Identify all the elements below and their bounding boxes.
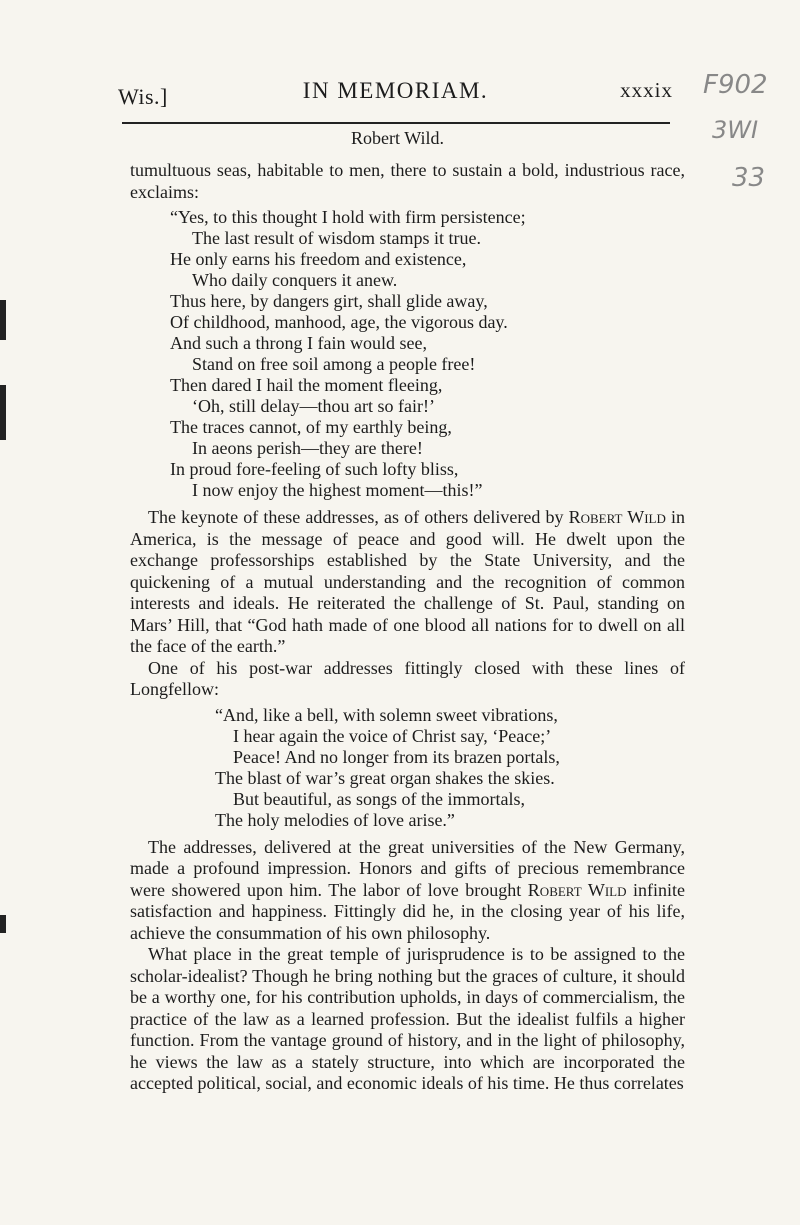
poem-line: I now enjoy the highest moment—this!” <box>192 480 483 500</box>
text-run: The keynote of these addresses, as of others delivered by <box>148 507 564 527</box>
poem-line: Of childhood, manhood, age, the vigorous day. <box>170 312 508 332</box>
paragraph <box>130 507 685 658</box>
running-header <box>118 78 673 112</box>
paragraph <box>130 837 685 945</box>
margin-mark <box>0 385 6 440</box>
poem-line: The holy melodies of love arise.” <box>215 809 455 830</box>
paragraph: tumultuous seas, habitable to men, there to sustain a bold, industrious race, exclaims: <box>130 160 685 202</box>
header-left: Wis.] <box>118 84 168 109</box>
poem-line: Peace! And no longer from its brazen portals, <box>233 746 560 767</box>
body-text <box>130 160 685 1095</box>
paragraph: What place in the great temple of jurisprudence is to be assigned to the scholar-idealist? Though he bring nothing but the graces of culture, it should be a worthy one, for his contribution upholds, in days of commercialism, the practice of the law as a learned profession. But the idealist fulfils a higher function. From the vantage ground of history, and in the light of philosophy, he views the law as a stately structure, into which are incorporated the accepted political, social, and economic ideals of his time. He thus correlates <box>130 944 685 1093</box>
longfellow-poem <box>130 705 685 831</box>
handwritten-note: 3WI <box>712 116 759 144</box>
poem-line: “Yes, to this thought I hold with firm persistence; <box>170 207 526 227</box>
poem-line: I hear again the voice of Christ say, ‘Peace;’ <box>233 725 552 746</box>
poem-line: Who daily conquers it anew. <box>192 270 398 290</box>
margin-mark <box>0 915 6 933</box>
header-title: IN MEMORIAM. <box>302 78 489 103</box>
poem-line: “And, like a bell, with solemn sweet vibrations, <box>215 704 558 725</box>
poem-line: ‘Oh, still delay—thou art so fair!’ <box>192 396 435 416</box>
poem-line: He only earns his freedom and existence, <box>170 249 467 269</box>
poem-line: And such a throng I fain would see, <box>170 333 427 353</box>
handwritten-note: 33 <box>732 163 766 193</box>
text-run: infinite satisfaction and happiness. Fittingly did he, in the closing year of his life, achieve the consummation of his own philosophy. <box>130 879 686 943</box>
poem-line: Then dared I hail the moment fleeing, <box>170 375 443 395</box>
poem-line: The last result of wisdom stamps it true. <box>192 228 481 248</box>
text-run: The addresses, delivered at the great universities of the New Germany, made a profound impression. Honors and gifts of precious remembrance were showered upon him. The labor of love brought <box>130 836 685 900</box>
page-number: xxxix <box>620 78 673 102</box>
poem-line: Stand on free soil among a people free! <box>192 354 476 374</box>
person-name: Robert Wild <box>527 879 627 900</box>
margin-mark <box>0 300 6 340</box>
paragraph: One of his post-war addresses fittingly closed with these lines of Longfellow: <box>130 657 685 699</box>
poem-line: The traces cannot, of my earthly being, <box>170 417 452 437</box>
poem-line: The blast of war’s great organ shakes the skies. <box>215 767 555 788</box>
text-run: in America, is the message of peace and good will. He dwelt upon the exchange professorships established by the State University, and the quickening of a mutual understanding and the recognition of common interests and ideals. He reiterated the challenge of St. Paul, standing on Mars’ Hill, that “God hath made of one blood all nations for to dwell on all the face of the earth.” <box>130 507 685 656</box>
poem-line: Thus here, by dangers girt, shall glide away, <box>170 291 488 311</box>
goethe-poem <box>130 207 685 501</box>
poem-line: In proud fore-feeling of such lofty bliss, <box>170 459 459 479</box>
handwritten-note: F902 <box>703 70 768 100</box>
person-name: Robert Wild <box>568 507 666 527</box>
poem-line: But beautiful, as songs of the immortals, <box>233 788 525 809</box>
section-subtitle: Robert Wild. <box>351 128 444 148</box>
poem-line: In aeons perish—they are there! <box>192 438 423 458</box>
header-rule <box>122 122 670 124</box>
